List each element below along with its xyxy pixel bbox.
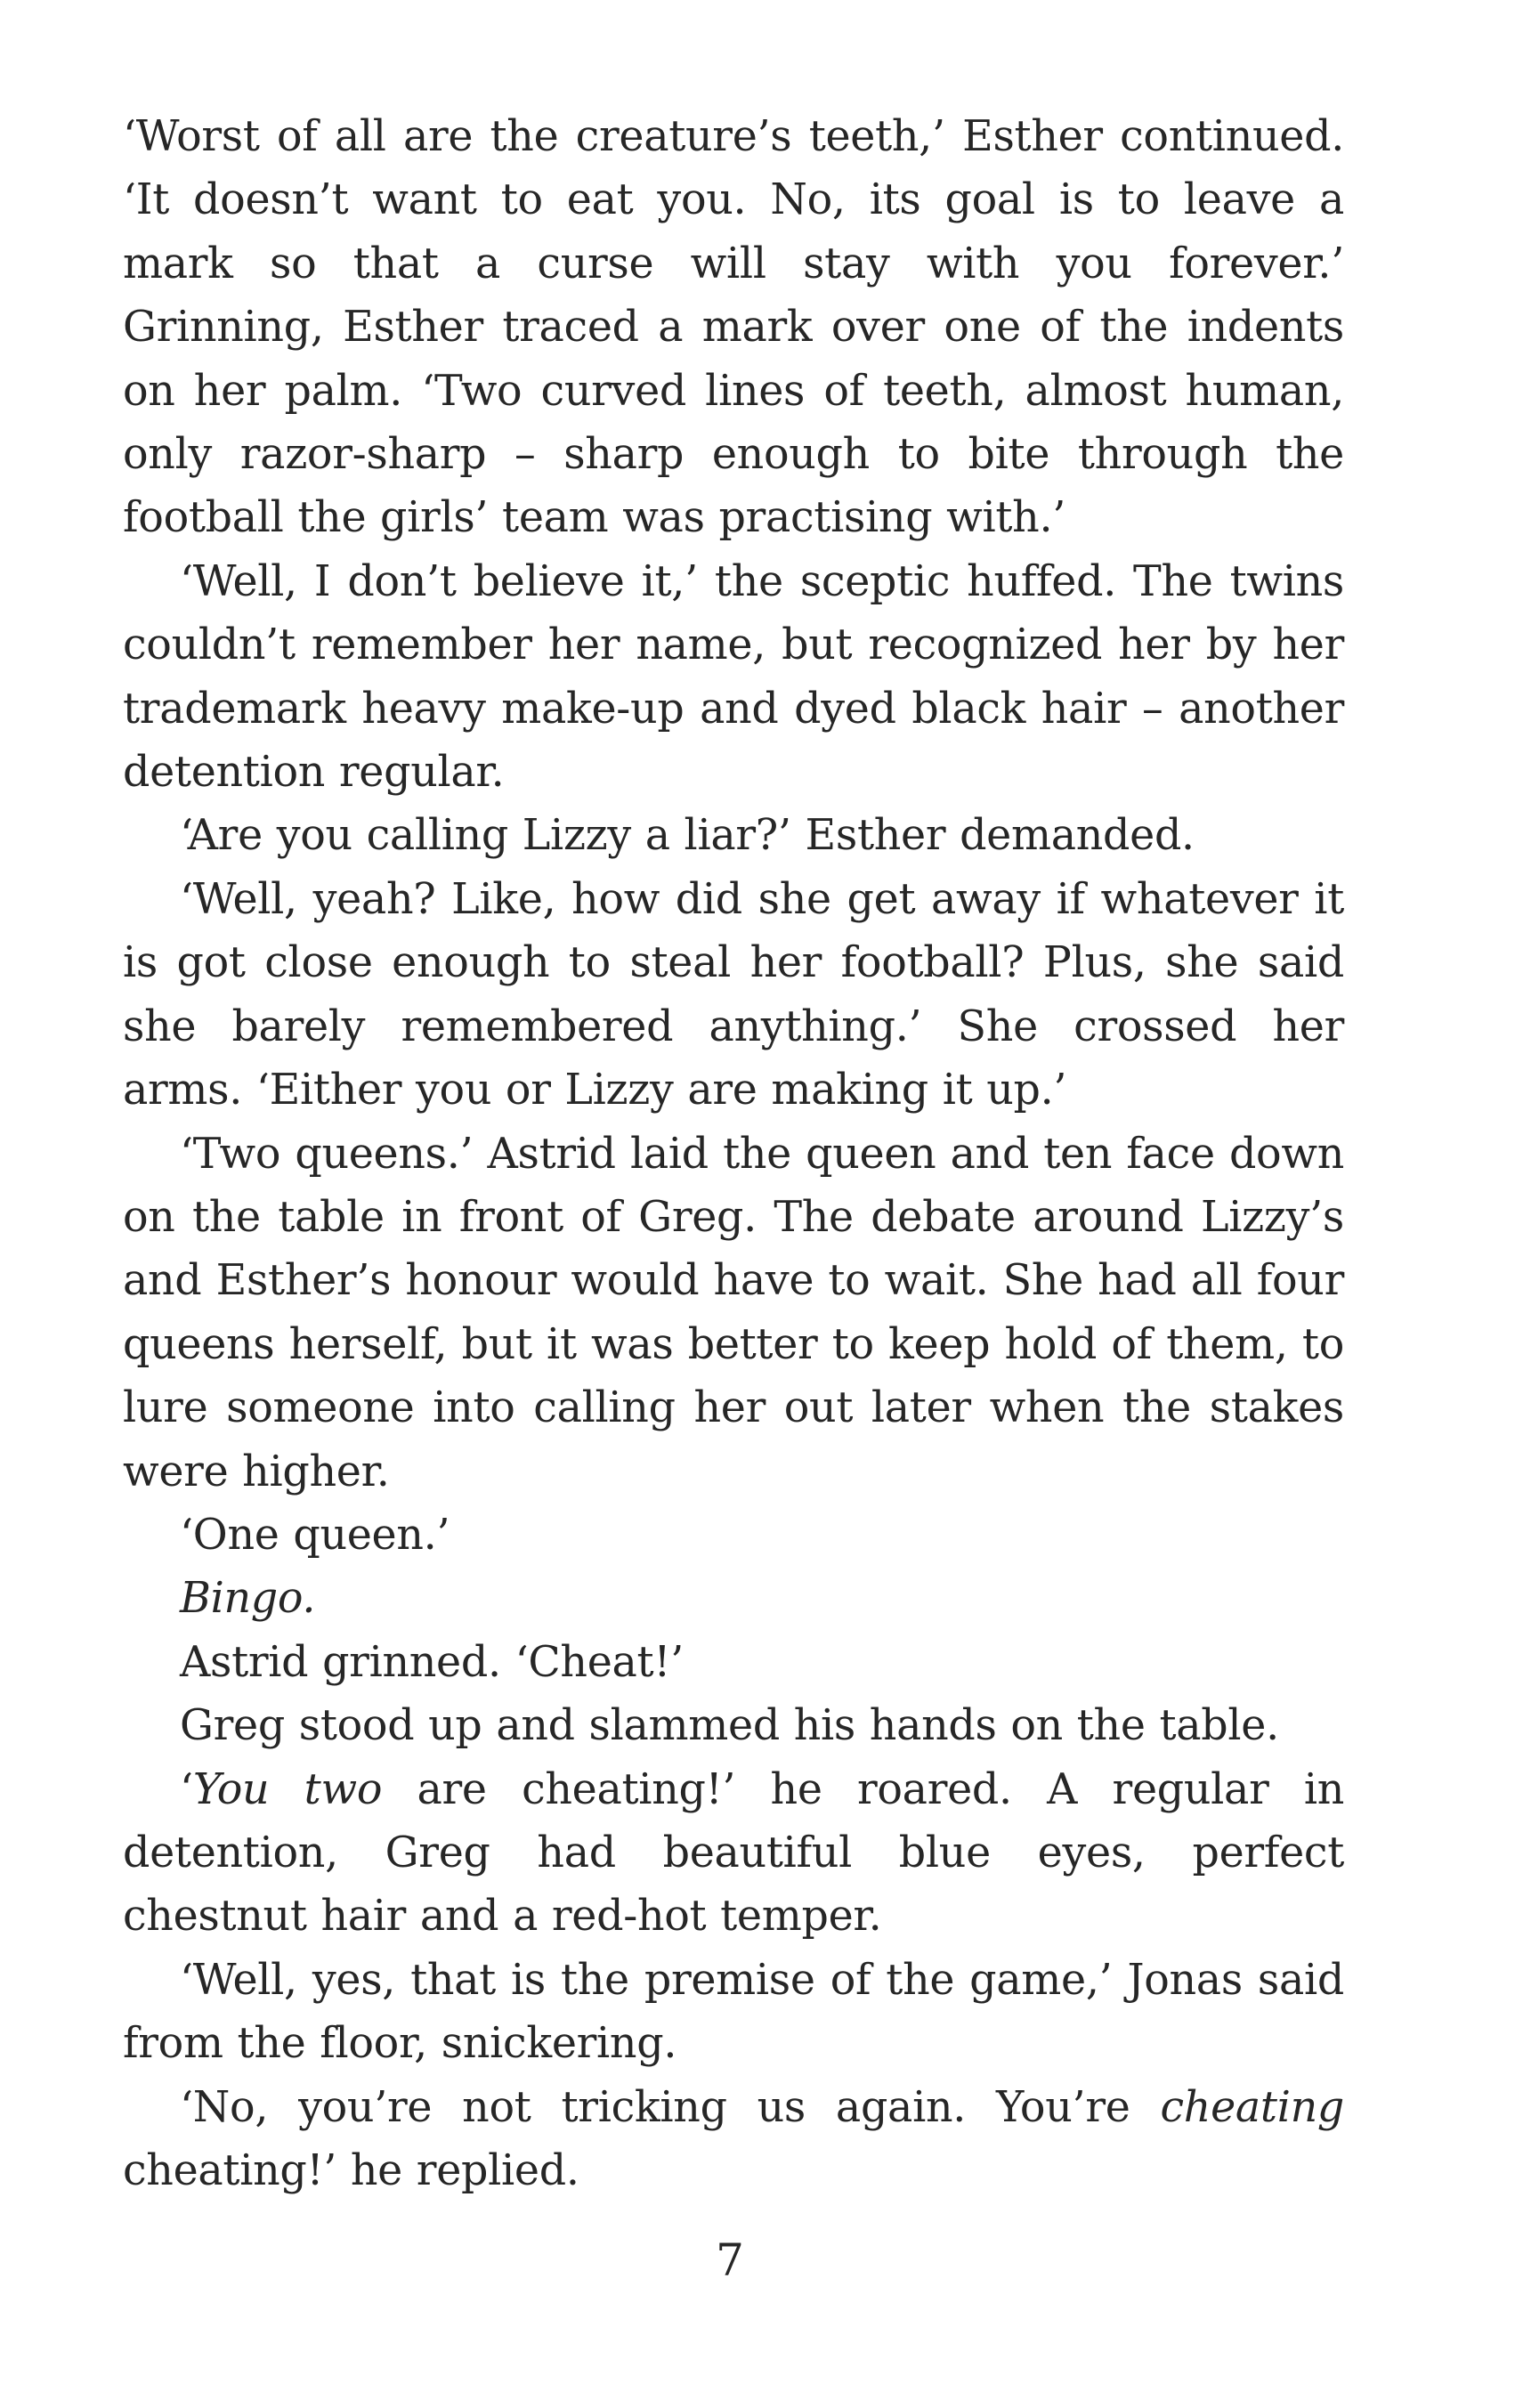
paragraph-run-italic: cheating — [1160, 2082, 1344, 2132]
page-number: 7 — [716, 2234, 744, 2286]
paragraph-run: ‘Worst of all are the creature’s teeth,’ Esther continued. ‘It doesn’t want to eat you. No, its goal is to leave a mark so that a curse will stay with you forever.’ Grinning, Esther traced a mark over one of the indents on her palm. ‘Two curved lines of teeth, almost human, only razor-sharp – sharp enough to bite through the football the girls’ team was practising with.’ — [123, 112, 1344, 543]
paragraph-run: are cheating!’ he roared. A regular in detention, Greg had beautiful blue eyes, perfect chestnut hair and a red-hot temper. — [123, 1764, 1345, 1942]
paragraph-5 — [123, 1123, 1344, 1504]
paragraph-run-italic: You two — [192, 1764, 383, 1814]
paragraph-run: ‘Well, yeah? Like, how did she get away if whatever it is got close enough to steal her football? Plus, she said she barely remembered anything.’ She crossed her arms. ‘Either you or Lizzy are making it up.’ — [123, 874, 1344, 1115]
paragraph-run-italic: Bingo. — [180, 1574, 316, 1624]
body-text — [123, 105, 1344, 2202]
paragraph-run: ‘One queen.’ — [180, 1510, 450, 1560]
paragraph-run: ‘Well, yes, that is the premise of the game,’ Jonas said from the floor, snickering. — [123, 1955, 1344, 2069]
paragraph-12 — [123, 2076, 1344, 2203]
paragraph-run: ‘No, you’re not tricking us again. You’re — [180, 2082, 1161, 2132]
paragraph-2 — [123, 550, 1344, 805]
paragraph-run: ‘Two queens.’ Astrid laid the queen and ten face down on the table in front of Greg. The debate around Lizzy’s and Esther’s honour would have to wait. She had all four queens herself, but it was better to keep hold of them, to lure someone into calling her out later when the stakes were higher. — [123, 1129, 1344, 1496]
paragraph-run: cheating!’ he replied. — [123, 2146, 579, 2195]
paragraph-11 — [123, 1949, 1344, 2076]
paragraph-run: Astrid grinned. ‘Cheat!’ — [180, 1637, 684, 1687]
paragraph-4 — [123, 868, 1344, 1123]
paragraph-run: ‘ — [180, 1764, 193, 1814]
paragraph-run: Greg stood up and slammed his hands on the table. — [180, 1701, 1279, 1751]
paragraph-10 — [123, 1758, 1344, 1949]
paragraph-7 — [123, 1567, 1344, 1630]
paragraph-9 — [123, 1694, 1344, 1757]
paragraph-run: ‘Well, I don’t believe it,’ the sceptic huffed. The twins couldn’t remember her name, but recognized her by her trademark heavy make-up and dyed black hair – another detention regular. — [123, 556, 1344, 798]
paragraph-8 — [123, 1631, 1344, 1694]
paragraph-1 — [123, 105, 1344, 550]
paragraph-run: ‘Are you calling Lizzy a liar?’ Esther demanded. — [180, 811, 1195, 861]
paragraph-3 — [123, 804, 1344, 867]
paragraph-6 — [123, 1504, 1344, 1567]
